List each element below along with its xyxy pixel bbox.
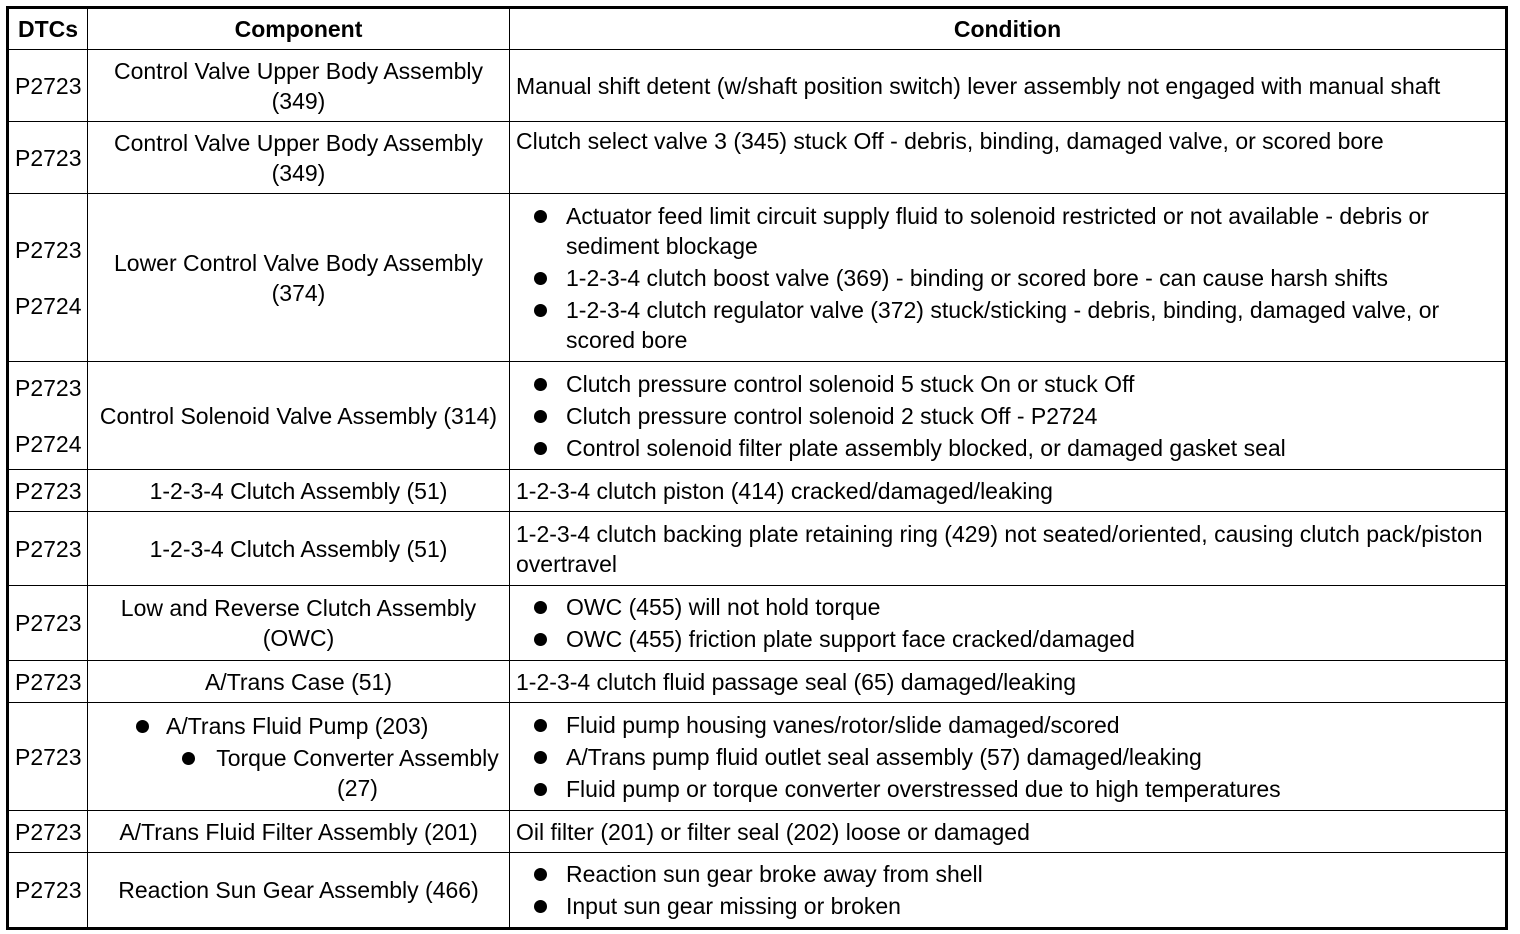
dtc-code: P2723 — [15, 743, 82, 770]
dtc-cell — [8, 811, 88, 853]
condition-list — [516, 853, 1499, 927]
list-item: 1-2-3-4 clutch regulator valve (372) stuck/sticking - debris, binding, damaged valve, or scored bore — [516, 295, 1499, 355]
dtc-code: P2723 — [15, 877, 82, 903]
table-row — [8, 661, 1507, 703]
dtc-code: P2724 — [15, 292, 82, 319]
component-cell: Control Solenoid Valve Assembly (314) — [88, 362, 510, 470]
list-item: Clutch pressure control solenoid 2 stuck Off - P2724 — [516, 401, 1499, 431]
condition-text: Clutch select valve 3 (345) stuck Off - debris, binding, damaged valve, or scored bore — [516, 128, 1384, 154]
condition-text: Manual shift detent (w/shaft position switch) lever assembly not engaged with manual shaft — [516, 72, 1441, 99]
condition-text: 1-2-3-4 clutch backing plate retaining ring (429) not seated/oriented, causing clutch pack/piston overtravel — [516, 520, 1483, 577]
condition-cell — [510, 50, 1507, 122]
condition-list — [516, 586, 1499, 660]
table-row — [8, 50, 1507, 122]
dtc-code: P2723 — [15, 144, 82, 171]
component-cell: A/Trans Fluid Filter Assembly (201) — [88, 811, 510, 853]
component-cell: 1-2-3-4 Clutch Assembly (51) — [88, 512, 510, 586]
dtc-code: P2724 — [15, 430, 82, 457]
condition-cell: 1-2-3-4 clutch fluid passage seal (65) damaged/leaking — [510, 661, 1507, 703]
dtc-cell — [8, 362, 88, 470]
condition-cell — [510, 194, 1507, 362]
bullet-icon — [534, 719, 547, 732]
bullet-icon — [534, 272, 547, 285]
dtc-cell — [8, 512, 88, 586]
component-cell — [88, 703, 510, 811]
bullet-icon — [534, 633, 547, 646]
bullet-icon — [534, 751, 547, 764]
bullet-icon — [136, 720, 149, 733]
list-item: Fluid pump or torque converter overstressed due to high temperatures — [516, 774, 1499, 804]
condition-cell — [510, 362, 1507, 470]
component-cell: Low and Reverse Clutch Assembly (OWC) — [88, 586, 510, 661]
condition-cell — [510, 122, 1507, 194]
dtc-code: P2723 — [15, 610, 82, 636]
table-row — [8, 362, 1507, 470]
bullet-icon — [534, 378, 547, 391]
header-row — [8, 8, 1507, 50]
list-item: 1-2-3-4 clutch boost valve (369) - binding or scored bore - can cause harsh shifts — [516, 263, 1499, 293]
dtc-code: P2723 — [15, 72, 82, 99]
condition-list — [516, 363, 1499, 469]
list-item: A/Trans pump fluid outlet seal assembly (57) damaged/leaking — [516, 742, 1499, 772]
header-component: Component — [88, 8, 510, 50]
list-item: Control solenoid filter plate assembly blocked, or damaged gasket seal — [516, 433, 1499, 463]
condition-list — [516, 195, 1499, 361]
table-row — [8, 586, 1507, 661]
bullet-icon — [534, 601, 547, 614]
condition-list — [516, 704, 1499, 810]
dtc-cell — [8, 194, 88, 362]
dtc-code: P2723 — [15, 668, 82, 695]
table-row — [8, 512, 1507, 586]
list-item: Torque Converter Assembly (27) — [94, 743, 503, 803]
dtc-cell — [8, 661, 88, 703]
table-row — [8, 811, 1507, 853]
component-cell: A/Trans Case (51) — [88, 661, 510, 703]
list-item: Fluid pump housing vanes/rotor/slide damaged/scored — [516, 710, 1499, 740]
dtc-cell — [8, 50, 88, 122]
bullet-icon — [534, 304, 547, 317]
bullet-icon — [534, 783, 547, 796]
list-item: Actuator feed limit circuit supply fluid to solenoid restricted or not available - debris or sediment blockage — [516, 201, 1499, 261]
dtc-table — [6, 6, 1508, 930]
list-item: Clutch pressure control solenoid 5 stuck On or stuck Off — [516, 369, 1499, 399]
bullet-icon — [534, 900, 547, 913]
component-list — [94, 705, 503, 809]
dtc-code: P2723 — [15, 477, 82, 504]
dtc-code: P2723 — [15, 535, 82, 562]
bullet-icon — [534, 210, 547, 223]
dtc-cell — [8, 853, 88, 929]
list-item: A/Trans Fluid Pump (203) — [94, 711, 503, 741]
bullet-icon — [534, 410, 547, 423]
condition-cell: Oil filter (201) or filter seal (202) loose or damaged — [510, 811, 1507, 853]
component-cell: Lower Control Valve Body Assembly (374) — [88, 194, 510, 362]
table-row — [8, 470, 1507, 512]
table-row — [8, 853, 1507, 929]
component-cell: Control Valve Upper Body Assembly (349) — [88, 122, 510, 194]
condition-cell — [510, 586, 1507, 661]
dtc-cell — [8, 703, 88, 811]
table-row — [8, 194, 1507, 362]
dtc-cell — [8, 122, 88, 194]
list-item: OWC (455) will not hold torque — [516, 592, 1499, 622]
component-cell: Reaction Sun Gear Assembly (466) — [88, 853, 510, 929]
bullet-icon — [534, 442, 547, 455]
condition-cell — [510, 853, 1507, 929]
table-row — [8, 122, 1507, 194]
dtc-code: P2723 — [15, 236, 82, 263]
list-item: OWC (455) friction plate support face cracked/damaged — [516, 624, 1499, 654]
condition-cell — [510, 703, 1507, 811]
component-cell: 1-2-3-4 Clutch Assembly (51) — [88, 470, 510, 512]
bullet-icon — [182, 752, 195, 765]
list-item: Reaction sun gear broke away from shell — [516, 859, 1499, 889]
table-row — [8, 703, 1507, 811]
dtc-code: P2723 — [15, 818, 82, 845]
list-item: Input sun gear missing or broken — [516, 891, 1499, 921]
bullet-icon — [534, 868, 547, 881]
dtc-cell — [8, 586, 88, 661]
header-condition: Condition — [510, 8, 1507, 50]
condition-cell — [510, 512, 1507, 586]
condition-cell: 1-2-3-4 clutch piston (414) cracked/damaged/leaking — [510, 470, 1507, 512]
dtc-code: P2723 — [15, 374, 82, 401]
component-cell: Control Valve Upper Body Assembly (349) — [88, 50, 510, 122]
header-dtcs: DTCs — [8, 8, 88, 50]
dtc-cell — [8, 470, 88, 512]
